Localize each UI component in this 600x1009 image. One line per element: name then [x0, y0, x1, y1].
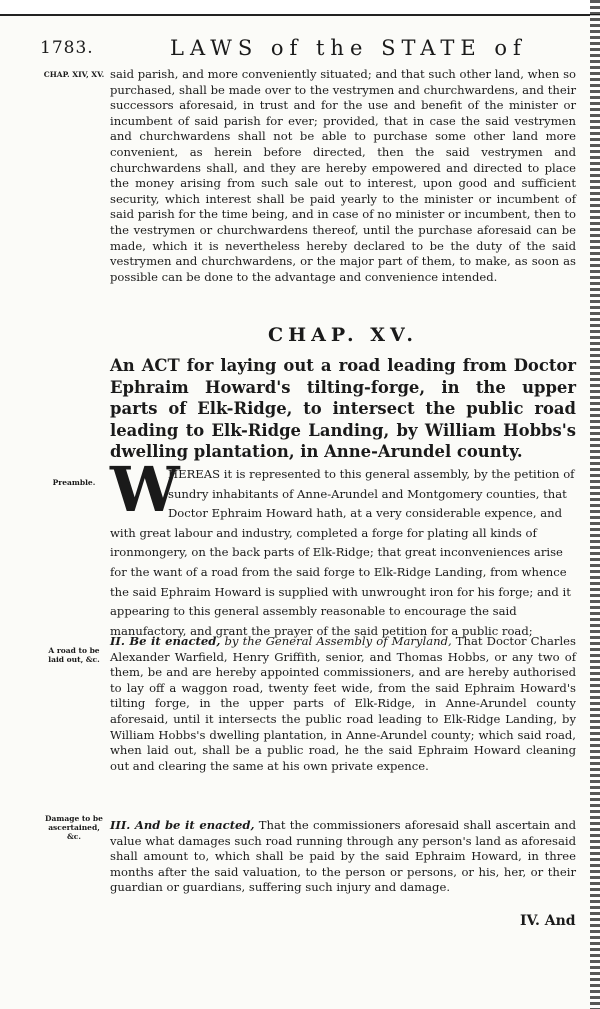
section-three-paragraph	[110, 818, 576, 896]
act-title: An ACT for laying out a road leading from Doctor Ephraim Howard's tilting-forge, in the upper parts of Elk-Ridge, to intersect the public road leading to Elk-Ridge Landing, by William Hobbs's dwelling plantation, in Anne-Arundel county.	[110, 356, 576, 461]
page-header	[40, 36, 580, 66]
drop-cap: W	[110, 453, 180, 526]
section-three-text: That the commissioners aforesaid shall ascertain and value what damages such road running through any person's land as aforesaid shall amount to, which shall be paid by the said Ephraim Howard, in three months after the said valuation, to the person or persons, or his, her, or their guardian or guardians, suffering such injury and damage.	[110, 818, 577, 895]
margin-note-road: A road to be laid out, &c.	[48, 646, 100, 664]
catchword: IV. And	[520, 913, 576, 929]
section-two-lead: II. Be it enacted,	[110, 634, 221, 648]
continuation-paragraph: said parish, and more conveniently situated; and that such other land, when so purchased, shall be made over to the vestrymen and churchwardens, and their successors aforesaid, in trust and for the use and benefit of the minister or incumbent of said parish for ever; provided, that in case the said vestrymen and churchwardens shall not be able to purchase some other land more convenient, as herein before directed, then the said vestrymen and churchwardens shall, and they are hereby empowered and directed to place the money arising from such sale out to interest, upon good and sufficient security, which interest shall be paid yearly to the minister or incumbent of said parish for the time being, and in case of no minister or incumbent, then to the vestrymen or churchwardens thereof, until the purchase aforesaid can be made, which it is nevertheless hereby declared to be the duty of the said vestrymen and churchwardens, or the major part of them, to make, as soon as possible can be done to the advantage and convenience intended.	[110, 67, 576, 284]
section-two-paragraph	[110, 634, 576, 774]
scan-frame-right-edge	[590, 0, 600, 1009]
section-three-lead: III. And be it enacted,	[110, 818, 255, 832]
preamble-paragraph	[110, 453, 576, 639]
preamble-text: HEREAS it is represented to this general assembly, by the petition of sundry inhabitants of Anne-Arundel and Montgomery counties, that Doctor Ephraim Howard hath, at a very considerable expence, and with great labour and industry, completed a forge for plating all kinds of ironmongery, on the back parts of Elk-Ridge; that great inconveniences arise for the want of a road from the said forge to Elk-Ridge Landing, from whence the said Ephraim Howard is supplied with unwrought iron for his forge; and it appearing to this general assembly reasonable to encourage the said manufactory, and grant the prayer of the said petition for a public road;	[110, 467, 575, 638]
section-two-enactor: by the General Assembly of Maryland,	[224, 634, 452, 648]
margin-note-chapters: CHAP. XIV, XV.	[43, 70, 105, 79]
chapter-heading: CHAP. XV.	[268, 324, 418, 346]
section-two-text: That Doctor Charles Alexander Warfield, Henry Griffith, senior, and Thomas Hobbs, or any two of them, be and are hereby appointed commissioners, and are hereby authorised to lay off a waggon road, twenty feet wide, from the said Ephraim Howard's tilting forge, in the upper parts of Elk-Ridge, in Anne-Arundel county aforesaid, until it intersects the public road leading to Elk-Ridge Landing, by William Hobbs's dwelling plantation, in Anne-Arundel county; which said road, when laid out, shall be a public road, he the said Ephraim Howard cleaning out and clearing the same at his own private expence.	[110, 634, 576, 773]
margin-note-damage: Damage to be ascertained, &c.	[45, 814, 103, 841]
scan-frame-top	[0, 0, 600, 16]
running-title: LAWS of the STATE of	[170, 36, 527, 60]
page-year: 1783.	[40, 38, 94, 58]
margin-note-preamble: Preamble.	[52, 478, 96, 487]
